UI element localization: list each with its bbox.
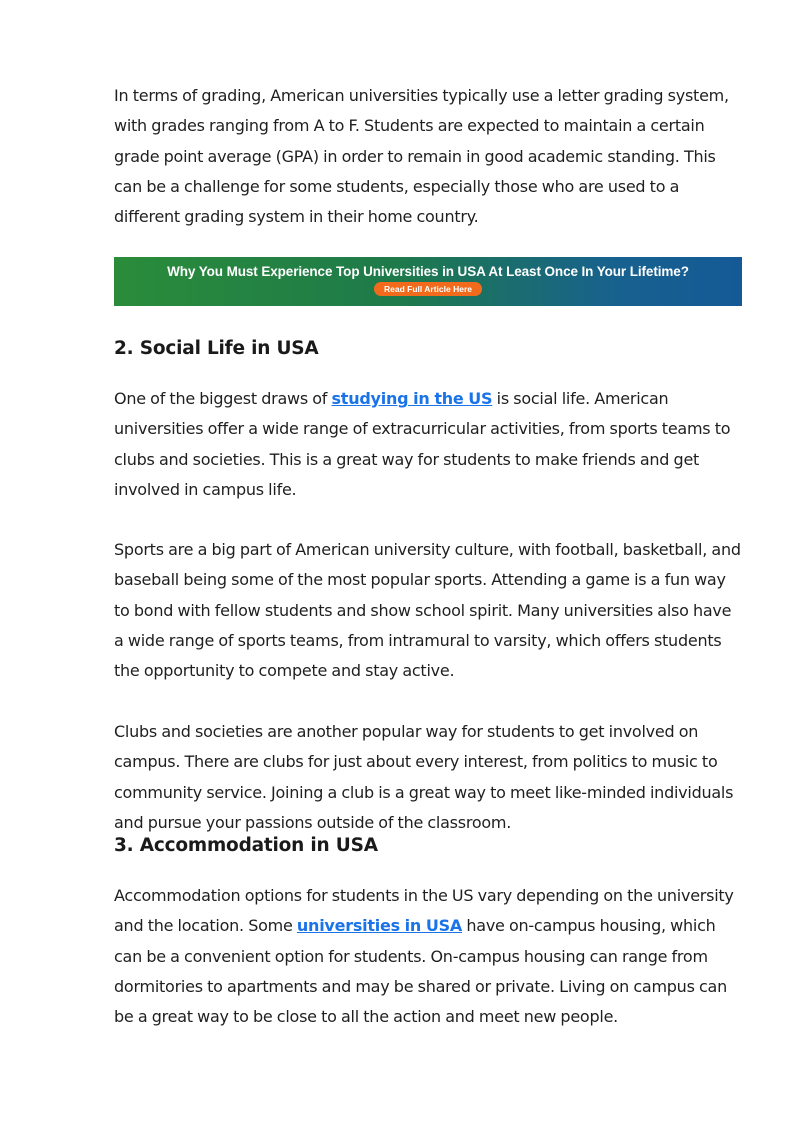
- studying-in-us-link[interactable]: studying in the US: [331, 389, 493, 408]
- article-banner[interactable]: [114, 257, 742, 306]
- section-heading-accommodation: 3. Accommodation in USA: [114, 835, 378, 856]
- accommodation-paragraph: Accommodation options for students in the US vary depending on the university and the location. Some universities in USA have on-campus housing, which can be a convenient option for students. On-campus housing can range from dormitories to apartments and may be shared or private. Living on campus can be a great way to be close to all the action and meet new people.: [114, 886, 734, 1027]
- clubs-paragraph: Clubs and societies are another popular way for students to get involved on campus. There are clubs for just about every interest, from politics to music to community service. Joining a club is a great way to meet like-minded individuals and pursue your passions outside of the classroom.: [114, 722, 734, 832]
- read-article-button[interactable]: Read Full Article Here: [374, 282, 482, 296]
- sports-paragraph: Sports are a big part of American university culture, with football, basketball, and baseball being some of the most popular sports. Attending a game is a fun way to bond with fellow students and show school spirit. Many universities also have a wide range of sports teams, from intramural to varsity, which offers students the opportunity to compete and stay active.: [114, 540, 741, 681]
- section-heading-social-life: 2. Social Life in USA: [114, 338, 319, 359]
- grading-paragraph: In terms of grading, American universities typically use a letter grading system, with grades ranging from A to F. Students are expected to maintain a certain grade point average (GPA) in order to remain in good academic standing. This can be a challenge for some students, especially those who are used to a different grading system in their home country.: [114, 86, 729, 227]
- social-life-paragraph-1: One of the biggest draws of studying in the US is social life. American universities offer a wide range of extracurricular activities, from sports teams to clubs and societies. This is a great way for students to make friends and get involved in campus life.: [114, 389, 731, 499]
- banner-title: Why You Must Experience Top Universities in USA At Least Once In Your Lifetime?: [167, 264, 689, 279]
- universities-in-usa-link[interactable]: universities in USA: [296, 916, 463, 936]
